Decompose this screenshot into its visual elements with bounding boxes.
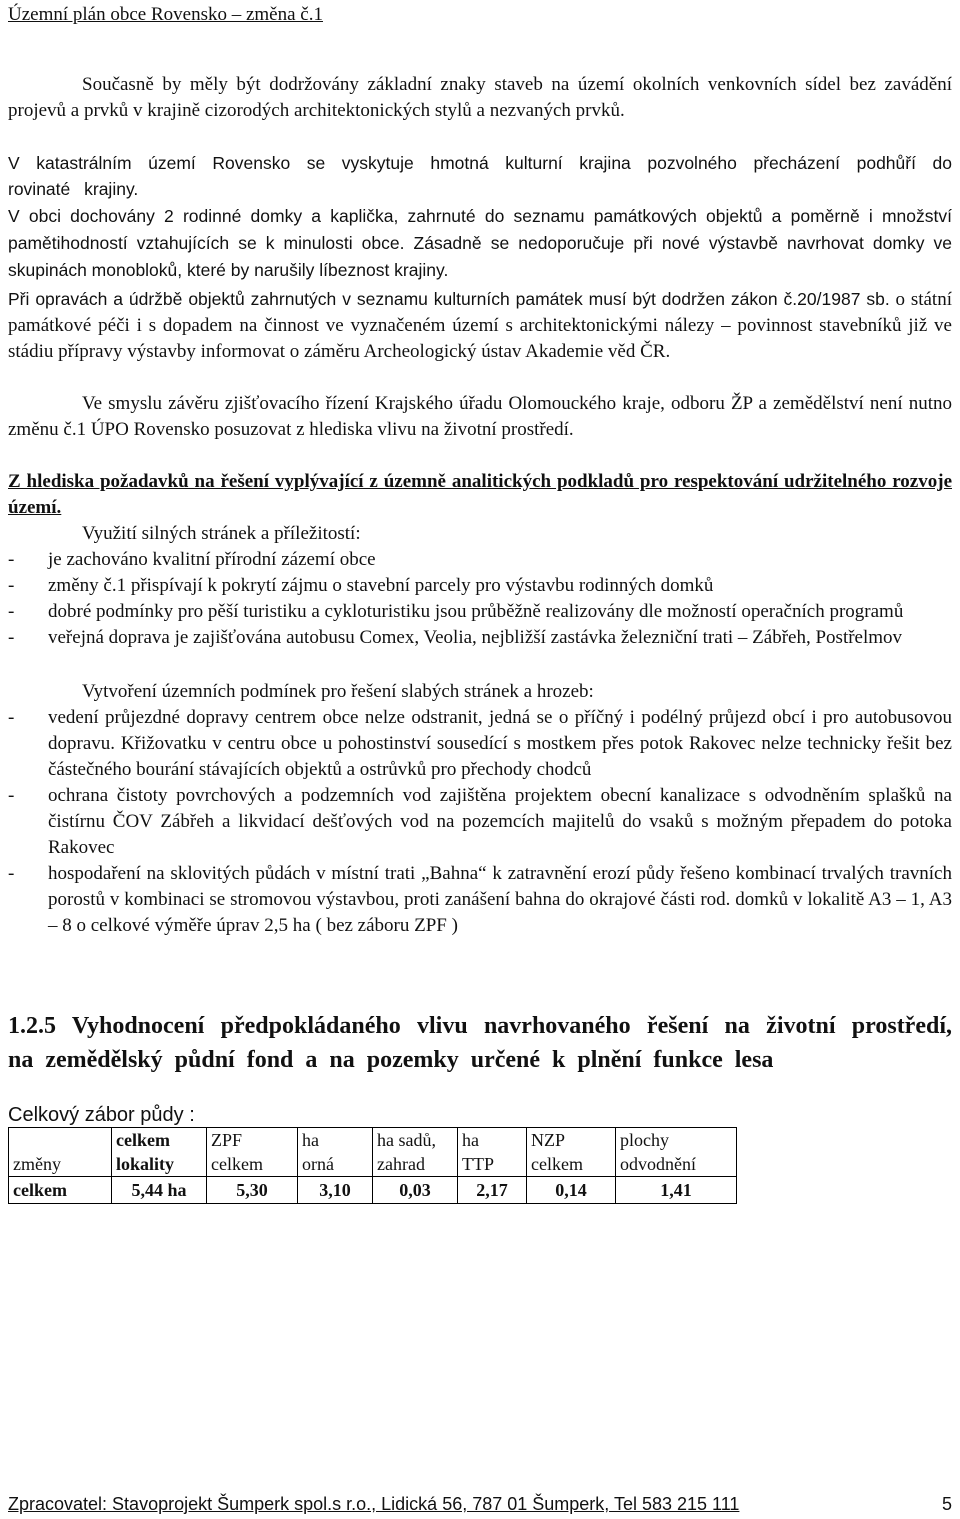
table-header-cell: NZP celkem xyxy=(527,1128,616,1177)
paragraph-repairs-law: Při opravách a údržbě objektů zahrnutých v seznamu kulturních památek musí být dodržen zákon č.20/1987 sb. xyxy=(8,289,890,309)
table-cell: 5,44 ha xyxy=(112,1177,207,1204)
table-cell: 0,14 xyxy=(527,1177,616,1204)
list-item: - dobré podmínky pro pěší turistiku a cykloturistiku jsou průběžně realizovány dle možností operačních programů xyxy=(8,599,952,625)
table-cell: 5,30 xyxy=(207,1177,298,1204)
strengths-list xyxy=(8,547,952,651)
paragraph-monuments: V obci dochovány 2 rodinné domky a kaplička, zahrnuté do seznamu památkových objektů a poměrně i množství pamětihodností vztahujících se k minulosti obce. Zásadně se nedoporučuje při nové výstavbě navrhovat domky ve skupinách monobloků, které by narušily líbeznost krajiny. xyxy=(8,206,952,280)
table-header-cell: ha TTP xyxy=(458,1128,527,1177)
strengths-heading: Využití silných stránek a příležitostí: xyxy=(82,523,361,544)
page-number: 5 xyxy=(941,1494,952,1514)
paragraph-archeology: o státní památkové péči i s dopadem na činnost ve vyznačeném území s architektonickými nálezy – povinnost stavebníků již ve stádiu přípravy výstavby informovat o záměru Archeologický ústav Akademie věd ČR. xyxy=(8,289,952,362)
list-item: - změny č.1 přispívají k pokrytí zájmu o stavební parcely pro výstavbu rodinných domků xyxy=(8,573,952,599)
list-item: - je zachováno kvalitní přírodní zázemí obce xyxy=(8,547,952,573)
paragraph-landscape-intro: V katastrálním území Rovensko se vyskytuje hmotná kulturní krajina pozvolného přecházení podhůří do rovinaté krajiny. xyxy=(8,153,952,199)
table-cell: 1,41 xyxy=(616,1177,737,1204)
paragraph-architecture: Současně by měly být dodržovány základní znaky staveb na území okolních venkovních sídel bez zavádění projevů a prvků v krajině cizorodých architektonických stylů a nezvaných prvků. xyxy=(8,74,952,121)
list-item: - vedení průjezdné dopravy centrem obce nelze odstranit, jedná se o příčný i podélný průjezd obcí i pro autobusovou dopravu. Křižovatku v centru obce u pohostinství sousedící s mostkem přes potok Rakovec nelze technicky řešit bez částečného bourání stávajících objektů a ostrůvků pro přechody chodců xyxy=(8,705,952,783)
table-header-row xyxy=(9,1128,737,1177)
table-row xyxy=(9,1177,737,1204)
table-cell: celkem xyxy=(9,1177,112,1204)
section-heading: 1.2.5 Vyhodnocení předpokládaného vlivu navrhovaného řešení na životní prostředí, na zemědělský půdní fond a na pozemky určené k plnění funkce lesa xyxy=(8,1013,952,1073)
table-header-cell: plochy odvodnění xyxy=(616,1128,737,1177)
weaknesses-list xyxy=(8,705,952,939)
land-take-table xyxy=(8,1127,737,1204)
paragraph-monument-repairs xyxy=(8,286,952,365)
table-header-cell: ha sadů, zahrad xyxy=(373,1128,458,1177)
list-item: - hospodaření na sklovitých půdách v místní trati „Bahna“ k zatravnění erozí půdy řešeno kombinací trvalých travních porostů v kombinaci se stromovou výstavbou, proti zanášení bahna do okrajové části rod. domků v lokalitě A3 – 1, A3 – 8 o celkové výměře úprav 2,5 ha ( bez záboru ZPF ) xyxy=(8,861,952,939)
table-header-cell: změny xyxy=(9,1128,112,1177)
weaknesses-heading: Vytvoření územních podmínek pro řešení slabých stránek a hrozeb: xyxy=(82,681,594,702)
table-header-cell: ha orná xyxy=(298,1128,373,1177)
document-body xyxy=(8,72,952,1204)
footer-author: Zpracovatel: Stavoprojekt Šumperk spol.s r.o., Lidická 56, 787 01 Šumperk, Tel 583 215 111 xyxy=(8,1494,740,1514)
table-cell: 3,10 xyxy=(298,1177,373,1204)
table-title: Celkový zábor půdy : xyxy=(8,1104,195,1126)
list-item: - veřejná doprava je zajišťována autobusu Comex, Veolia, nejbližší zastávka železniční trati – Zábřeh, Postřelmov xyxy=(8,625,952,651)
table-cell: 0,03 xyxy=(373,1177,458,1204)
paragraph-environmental-review: Ve smyslu závěru zjišťovacího řízení Krajského úřadu Olomouckého kraje, odboru ŽP a zemědělství není nutno změnu č.1 ÚPO Rovensko posuzovat z hlediska vlivu na životní prostředí. xyxy=(8,393,952,440)
table-cell: 2,17 xyxy=(458,1177,527,1204)
page-footer xyxy=(8,1491,952,1517)
table-header-cell: ZPF celkem xyxy=(207,1128,298,1177)
paragraph-cultural-landscape xyxy=(8,150,952,284)
table-header-cell: celkem lokality xyxy=(112,1128,207,1177)
list-item: - ochrana čistoty povrchových a podzemních vod zajištěna projektem obecní kanalizace s odvodněním splašků na čistírnu ČOV Zábřeh a likvidací dešťových vod na pozemcích majitelů do vsaků s možným přepadem do potoka Rakovec xyxy=(8,783,952,861)
paragraph-sustainability-heading: Z hlediska požadavků na řešení vyplývající z územně analitických podkladů pro respektování udržitelného rozvoje území. xyxy=(8,471,952,518)
document-header-title: Územní plán obce Rovensko – změna č.1 xyxy=(8,4,323,25)
